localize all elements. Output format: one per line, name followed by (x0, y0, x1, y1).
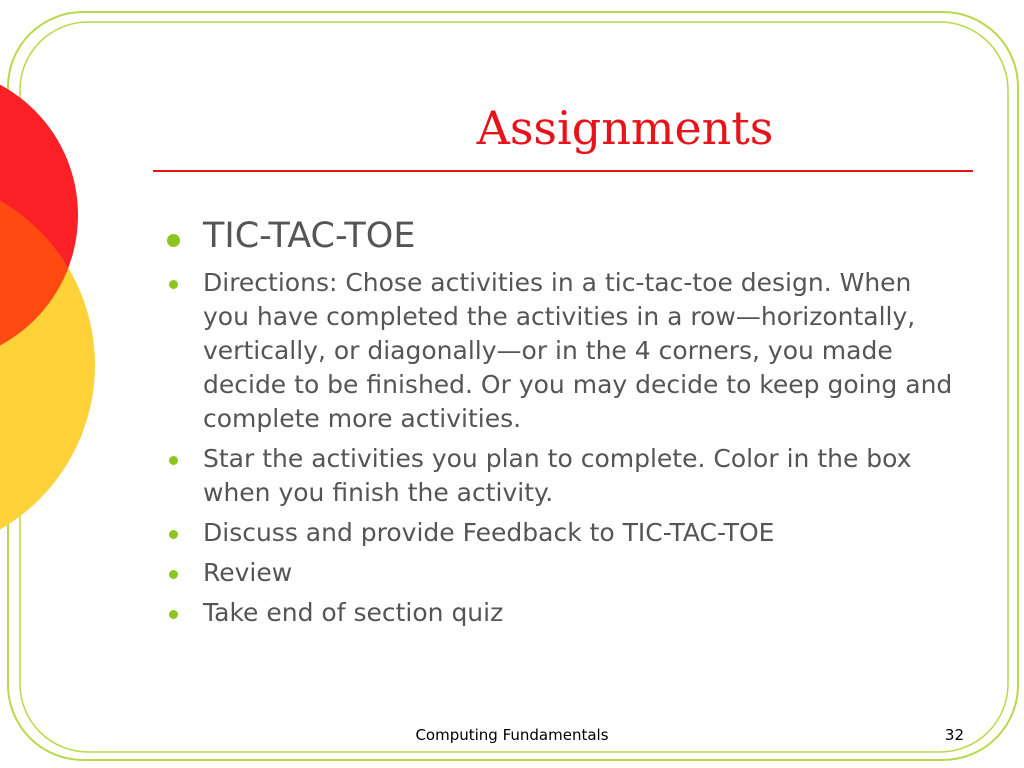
bullet-dot-icon (169, 570, 178, 579)
footer-text: Computing Fundamentals (415, 726, 609, 744)
title-underline (153, 170, 973, 172)
bullet-text: Directions: Chose activities in a tic-tac-toe design. When you have completed the activities in a row—horizontally, vertically, or diagonally—or in the 4 corners, you made decide to be finished. Or you may decide to keep going and complete more activities. (203, 268, 953, 433)
bullet-list (165, 212, 965, 636)
bullet-item (165, 596, 965, 630)
bullet-dot-icon (169, 456, 178, 465)
bullet-text: Take end of section quiz (203, 598, 504, 627)
bullet-text: Star the activities you plan to complete. Color in the box when you finish the activity. (203, 444, 912, 507)
bullet-item (165, 442, 965, 510)
bullet-dot-icon (169, 280, 178, 289)
bullet-text: Discuss and provide Feedback to TIC-TAC-TOE (203, 518, 775, 547)
bullet-dot-icon (167, 234, 180, 247)
bullet-dot-icon (169, 610, 178, 619)
bullet-text: TIC-TAC-TOE (203, 216, 416, 256)
bullet-item (165, 212, 965, 260)
bullet-text: Review (203, 558, 293, 587)
slide-title: Assignments (476, 101, 774, 155)
bullet-item (165, 516, 965, 550)
bullet-dot-icon (169, 530, 178, 539)
bullet-item (165, 266, 965, 436)
bullet-item (165, 556, 965, 590)
page-number: 32 (944, 726, 964, 744)
